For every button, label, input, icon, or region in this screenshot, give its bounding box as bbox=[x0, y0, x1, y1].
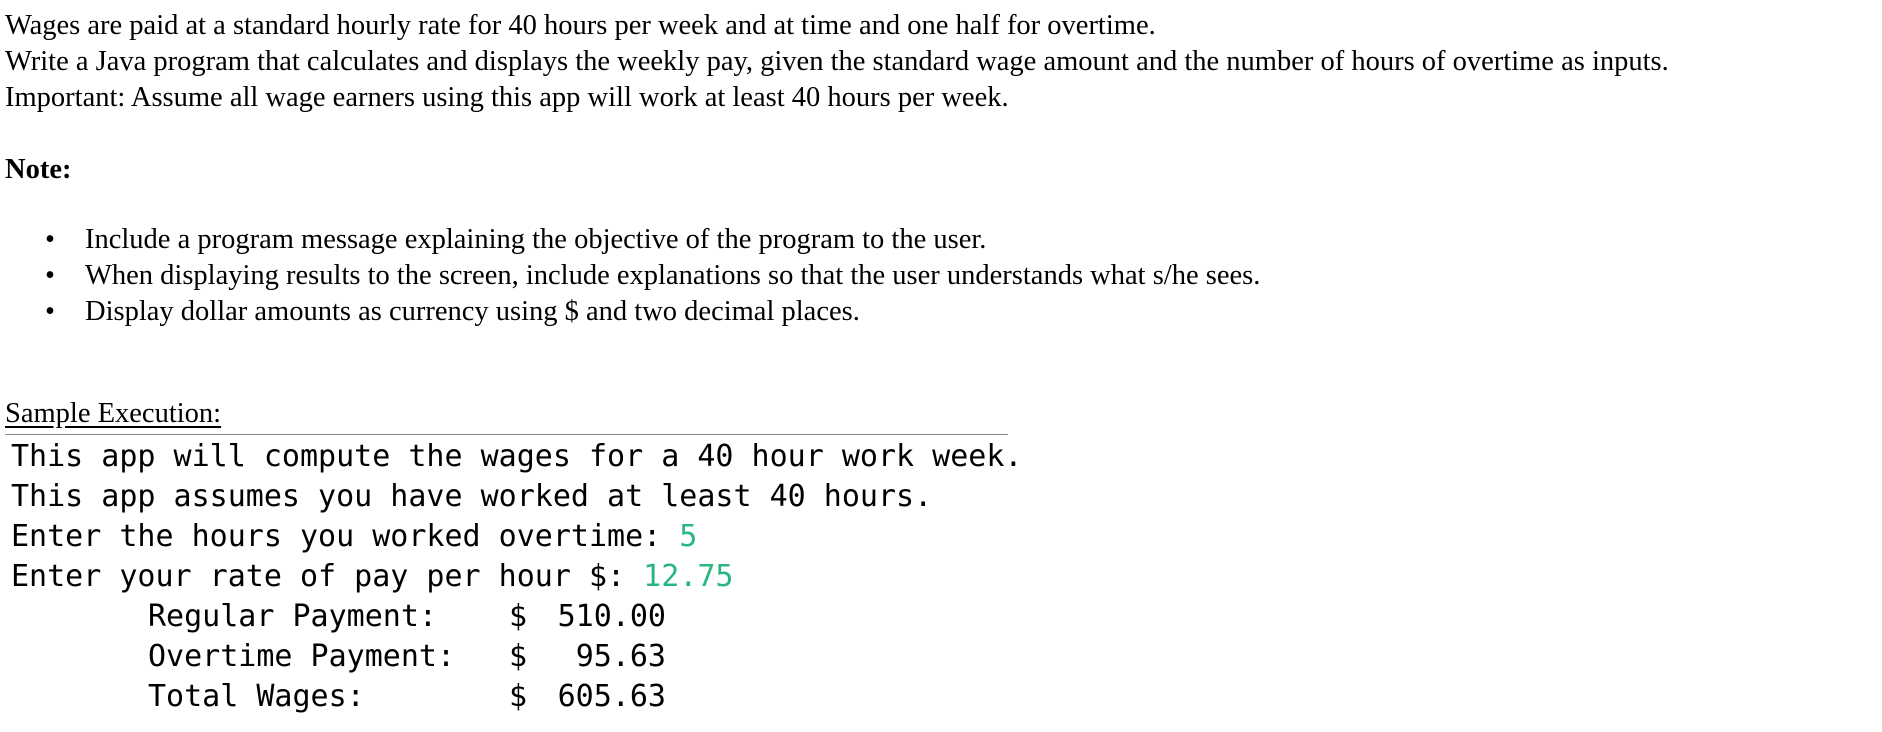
currency-symbol: $ bbox=[508, 679, 528, 714]
prompt-text: Enter the hours you worked overtime: bbox=[11, 519, 680, 554]
assignment-document bbox=[5, 8, 1880, 717]
note-list-item bbox=[5, 294, 1880, 330]
intro-paragraph bbox=[5, 8, 1880, 116]
regular-payment-row bbox=[5, 597, 1008, 637]
intro-line: Important: Assume all wage earners using this app will work at least 40 hours per week. bbox=[5, 82, 1009, 113]
bullet-icon: • bbox=[45, 296, 55, 327]
sample-execution-heading: Sample Execution: bbox=[5, 398, 222, 429]
currency-symbol: $ bbox=[508, 599, 528, 634]
console-prompt bbox=[5, 557, 1008, 597]
overtime-hours-input: 5 bbox=[679, 519, 698, 554]
payment-amount: 95.63 bbox=[575, 639, 666, 674]
currency-symbol: $ bbox=[508, 639, 528, 674]
console-output bbox=[5, 434, 1023, 717]
payment-label: Overtime Payment: bbox=[148, 639, 456, 674]
bullet-icon: • bbox=[45, 224, 55, 255]
console-line: This app assumes you have worked at least 40 hours. bbox=[11, 479, 933, 514]
note-list-item bbox=[5, 258, 1880, 294]
note-heading: Note: bbox=[5, 154, 72, 185]
note-text: Display dollar amounts as currency using $ and two decimal places. bbox=[85, 296, 860, 327]
payment-amount: 510.00 bbox=[557, 599, 666, 634]
payment-label: Total Wages: bbox=[148, 679, 365, 714]
payment-amount: 605.63 bbox=[557, 679, 666, 714]
overtime-payment-row bbox=[5, 637, 1008, 677]
bullet-icon: • bbox=[45, 260, 55, 291]
note-text: Include a program message explaining the objective of the program to the user. bbox=[85, 224, 987, 255]
console-prompt bbox=[5, 517, 1008, 557]
intro-line: Wages are paid at a standard hourly rate for 40 hours per week and at time and one half for overtime. bbox=[5, 10, 1156, 41]
payment-label: Regular Payment: bbox=[148, 599, 437, 634]
prompt-text: Enter your rate of pay per hour $: bbox=[11, 559, 644, 594]
pay-rate-input: 12.75 bbox=[643, 559, 734, 594]
console-line: This app will compute the wages for a 40 hour work week. bbox=[11, 439, 1023, 474]
total-wages-row bbox=[5, 677, 1008, 717]
intro-line: Write a Java program that calculates and displays the weekly pay, given the standard wage amount and the number of hours of overtime as inputs. bbox=[5, 46, 1669, 77]
note-list bbox=[5, 222, 1880, 330]
note-text: When displaying results to the screen, include explanations so that the user understands what s/he sees. bbox=[85, 260, 1261, 291]
note-list-item bbox=[5, 222, 1880, 258]
